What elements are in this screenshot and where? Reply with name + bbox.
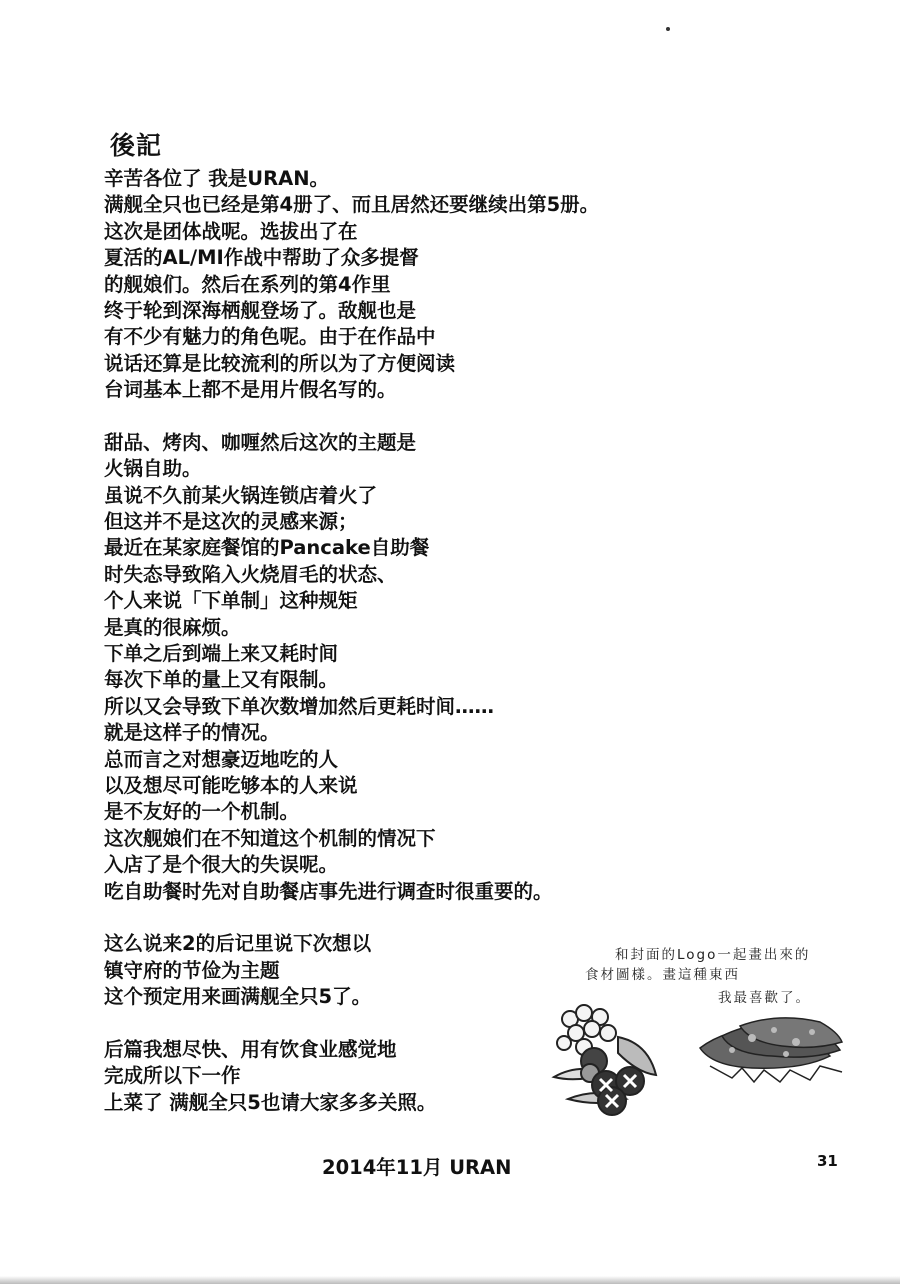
meat-slices-illustration — [692, 1008, 852, 1086]
body-line: 说话还算是比较流利的所以为了方便阅读 — [104, 351, 456, 375]
afterword-heading: 後記 — [110, 131, 163, 160]
paragraph-gap — [104, 905, 724, 931]
body-line: 个人来说「下单制」这种规矩 — [104, 589, 358, 613]
body-line: 但这并不是这次的灵感来源； — [104, 510, 358, 534]
body-line: 虽说不久前某火锅连锁店着火了 — [104, 483, 378, 507]
body-line: 每次下单的量上又有限制。 — [104, 668, 339, 692]
body-line: 台词基本上都不是用片假名写的。 — [104, 378, 397, 402]
body-line: 甜品、烤肉、咖喱然后这次的主题是 — [104, 430, 417, 454]
body-line: 辛苦各位了 我是URAN。 — [104, 167, 330, 190]
handwritten-note-line-2: 食材圖樣。畫這種東西 — [585, 967, 740, 983]
body-line: 总而言之对想豪迈地吃的人 — [104, 747, 339, 771]
body-line: 火锅自助。 — [104, 457, 202, 481]
body-line: 最近在某家庭餐馆的Pancake自助餐 — [104, 536, 430, 560]
body-line: 就是这样子的情况。 — [104, 721, 280, 745]
body-line: 以及想尽可能吃够本的人来说 — [104, 773, 358, 797]
body-line: 这次舰娘们在不知道这个机制的情况下 — [104, 826, 436, 850]
handwritten-note-line-1: 和封面的Logo一起畫出來的 — [615, 947, 811, 963]
body-line: 镇守府的节俭为主题 — [104, 958, 280, 982]
body-line: 所以又会导致下单次数增加然后更耗时间…… — [104, 694, 495, 718]
body-line: 吃自助餐时先对自助餐店事先进行调查时很重要的。 — [104, 879, 553, 903]
signature-date: 2014年11月 URAN — [322, 1156, 512, 1179]
body-line: 后篇我想尽快、用有饮食业感觉地 — [104, 1037, 397, 1061]
body-line: 是真的很麻烦。 — [104, 615, 241, 639]
paragraph-gap — [104, 404, 724, 430]
body-line: 这次是团体战呢。选拔出了在 — [104, 219, 358, 243]
body-line: 这么说来2的后记里说下次想以 — [104, 932, 372, 956]
page-number: 31 — [817, 1152, 838, 1170]
body-line: 上菜了 满舰全只5也请大家多多关照。 — [104, 1090, 437, 1114]
scan-bottom-edge — [0, 1276, 900, 1284]
body-line: 下单之后到端上来又耗时间 — [104, 642, 339, 666]
body-line: 时失态导致陷入火烧眉毛的状态、 — [104, 562, 397, 586]
body-line: 满舰全只也已经是第4册了、而且居然还要继续出第5册。 — [104, 193, 600, 217]
body-line: 夏活的AL/MI作战中帮助了众多提督 — [104, 246, 419, 270]
body-line: 的舰娘们。然后在系列的第4作里 — [104, 272, 391, 296]
body-line: 有不少有魅力的角色呢。由于在作品中 — [104, 325, 436, 349]
body-line: 完成所以下一作 — [104, 1064, 241, 1088]
vegetable-illustration — [548, 1003, 668, 1121]
body-line: 终于轮到深海栖舰登场了。敌舰也是 — [104, 298, 417, 322]
body-line: 入店了是个很大的失误呢。 — [104, 853, 339, 877]
body-line: 是不友好的一个机制。 — [104, 800, 300, 824]
body-line: 这个预定用来画满舰全只5了。 — [104, 985, 372, 1009]
speck-mark — [666, 27, 670, 31]
handwritten-note-line-3: 我最喜歡了。 — [718, 990, 811, 1006]
